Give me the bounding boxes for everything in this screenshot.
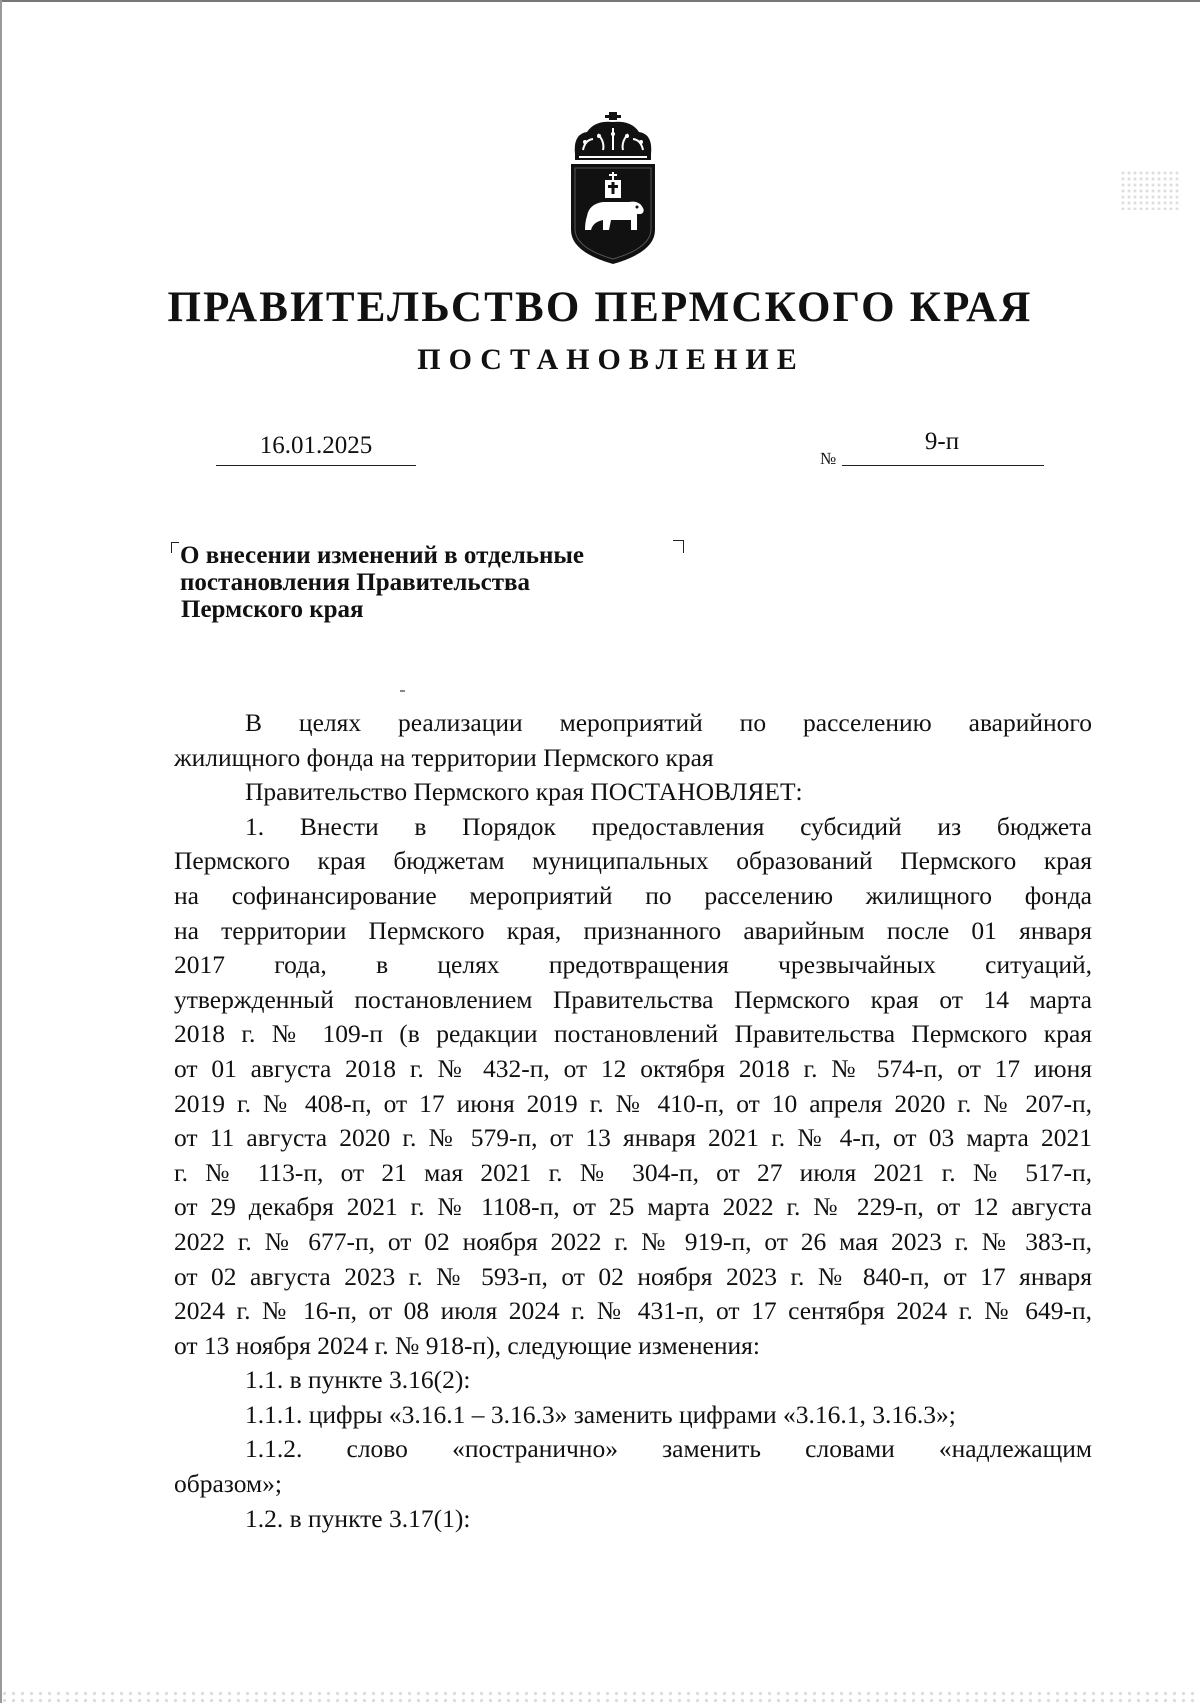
document-date: 16.01.2025 xyxy=(259,432,373,459)
item-1-line: утвержденный постановлением Правительства Пермского края от 14 марта xyxy=(174,984,1092,1014)
scan-noise xyxy=(1120,170,1180,210)
item-1-1: 1.1. в пункте 3.16(2): xyxy=(245,1365,471,1395)
item-1-line: 2019 г. № 408-п, от 17 июня 2019 г. № 410-п, от 10 апреля 2020 г. № 207-п, xyxy=(174,1088,1092,1118)
item-1-line: на софинансирование мероприятий по расселению жилищного фонда xyxy=(174,880,1092,910)
item-1-1-2-line: образом»; xyxy=(174,1469,282,1499)
preamble-line: В целях реализации мероприятий по расселению аварийного xyxy=(245,708,1092,737)
subject-line: постановления Правительства xyxy=(180,569,530,596)
item-1-line: от 29 декабря 2021 г. № 1108-п, от 25 марта 2022 г. № 229-п, от 12 августа xyxy=(174,1192,1092,1222)
item-1-line: Пермского края бюджетам муниципальных образований Пермского края xyxy=(174,846,1092,876)
document-body xyxy=(174,706,1092,1536)
scan-edge-left xyxy=(0,0,2,1703)
item-1-line: 2022 г. № 677-п, от 02 ноября 2022 г. № 919-п, от 26 мая 2023 г. № 383-п, xyxy=(174,1226,1092,1256)
scan-noise-bottom xyxy=(0,1690,1200,1703)
item-1-line: 2024 г. № 16-п, от 08 июля 2024 г. № 431-п, от 17 сентября 2024 г. № 649-п, xyxy=(174,1296,1092,1326)
item-1-line: от 01 августа 2018 г. № 432-п, от 12 октября 2018 г. № 574-п, от 17 июня xyxy=(174,1053,1092,1083)
item-1-line: 2017 года, в целях предотвращения чрезвычайных ситуаций, xyxy=(174,950,1092,980)
item-1-line: от 02 августа 2023 г. № 593-п, от 02 ноября 2023 г. № 840-п, от 17 января xyxy=(174,1261,1092,1291)
subject-line: Пермского края xyxy=(181,596,364,623)
subject-bracket-left xyxy=(171,542,179,553)
item-1-2: 1.2. в пункте 3.17(1): xyxy=(245,1503,471,1533)
subject-line: О внесении изменений в отдельные xyxy=(180,542,585,569)
scan-edge-top xyxy=(0,0,1200,2)
perm-krai-coat-of-arms-icon xyxy=(565,112,661,264)
preamble-line: жилищного фонда на территории Пермского края xyxy=(174,742,714,772)
document-number: 9-п xyxy=(924,428,960,455)
number-underline xyxy=(842,465,1044,466)
item-1-line: 2018 г. № 109-п (в редакции постановлений Правительства Пермского края xyxy=(174,1019,1092,1049)
document-type: ПОСТАНОВЛЕНИЕ xyxy=(417,343,805,376)
item-1-line: от 13 ноября 2024 г. № 918-п), следующие изменения: xyxy=(174,1330,760,1360)
item-1-line: от 11 августа 2020 г. № 579-п, от 13 января 2021 г. № 4-п, от 03 марта 2021 xyxy=(174,1123,1092,1153)
resolves-clause: Правительство Пермского края ПОСТАНОВЛЯЕТ: xyxy=(245,777,803,807)
scan-mark xyxy=(400,690,405,692)
document-subject xyxy=(180,542,700,623)
date-underline xyxy=(216,465,416,466)
item-1-line: г. № 113-п, от 21 мая 2021 г. № 304-п, от 27 июля 2021 г. № 517-п, xyxy=(174,1157,1092,1187)
item-1-line: 1. Внести в Порядок предоставления субсидий из бюджета xyxy=(245,811,1092,841)
item-1-1-2-line: 1.1.2. слово «постранично» заменить словами «надлежащим xyxy=(245,1434,1092,1464)
organization-title: ПРАВИТЕЛЬСТВО ПЕРМСКОГО КРАЯ xyxy=(167,284,1033,331)
item-1-line: на территории Пермского края, признанного аварийным после 01 января xyxy=(174,915,1092,945)
item-1-1-1: 1.1.1. цифры «3.16.1 – 3.16.3» заменить цифрами «3.16.1, 3.16.3»; xyxy=(245,1399,956,1429)
number-sign: № xyxy=(820,449,837,468)
